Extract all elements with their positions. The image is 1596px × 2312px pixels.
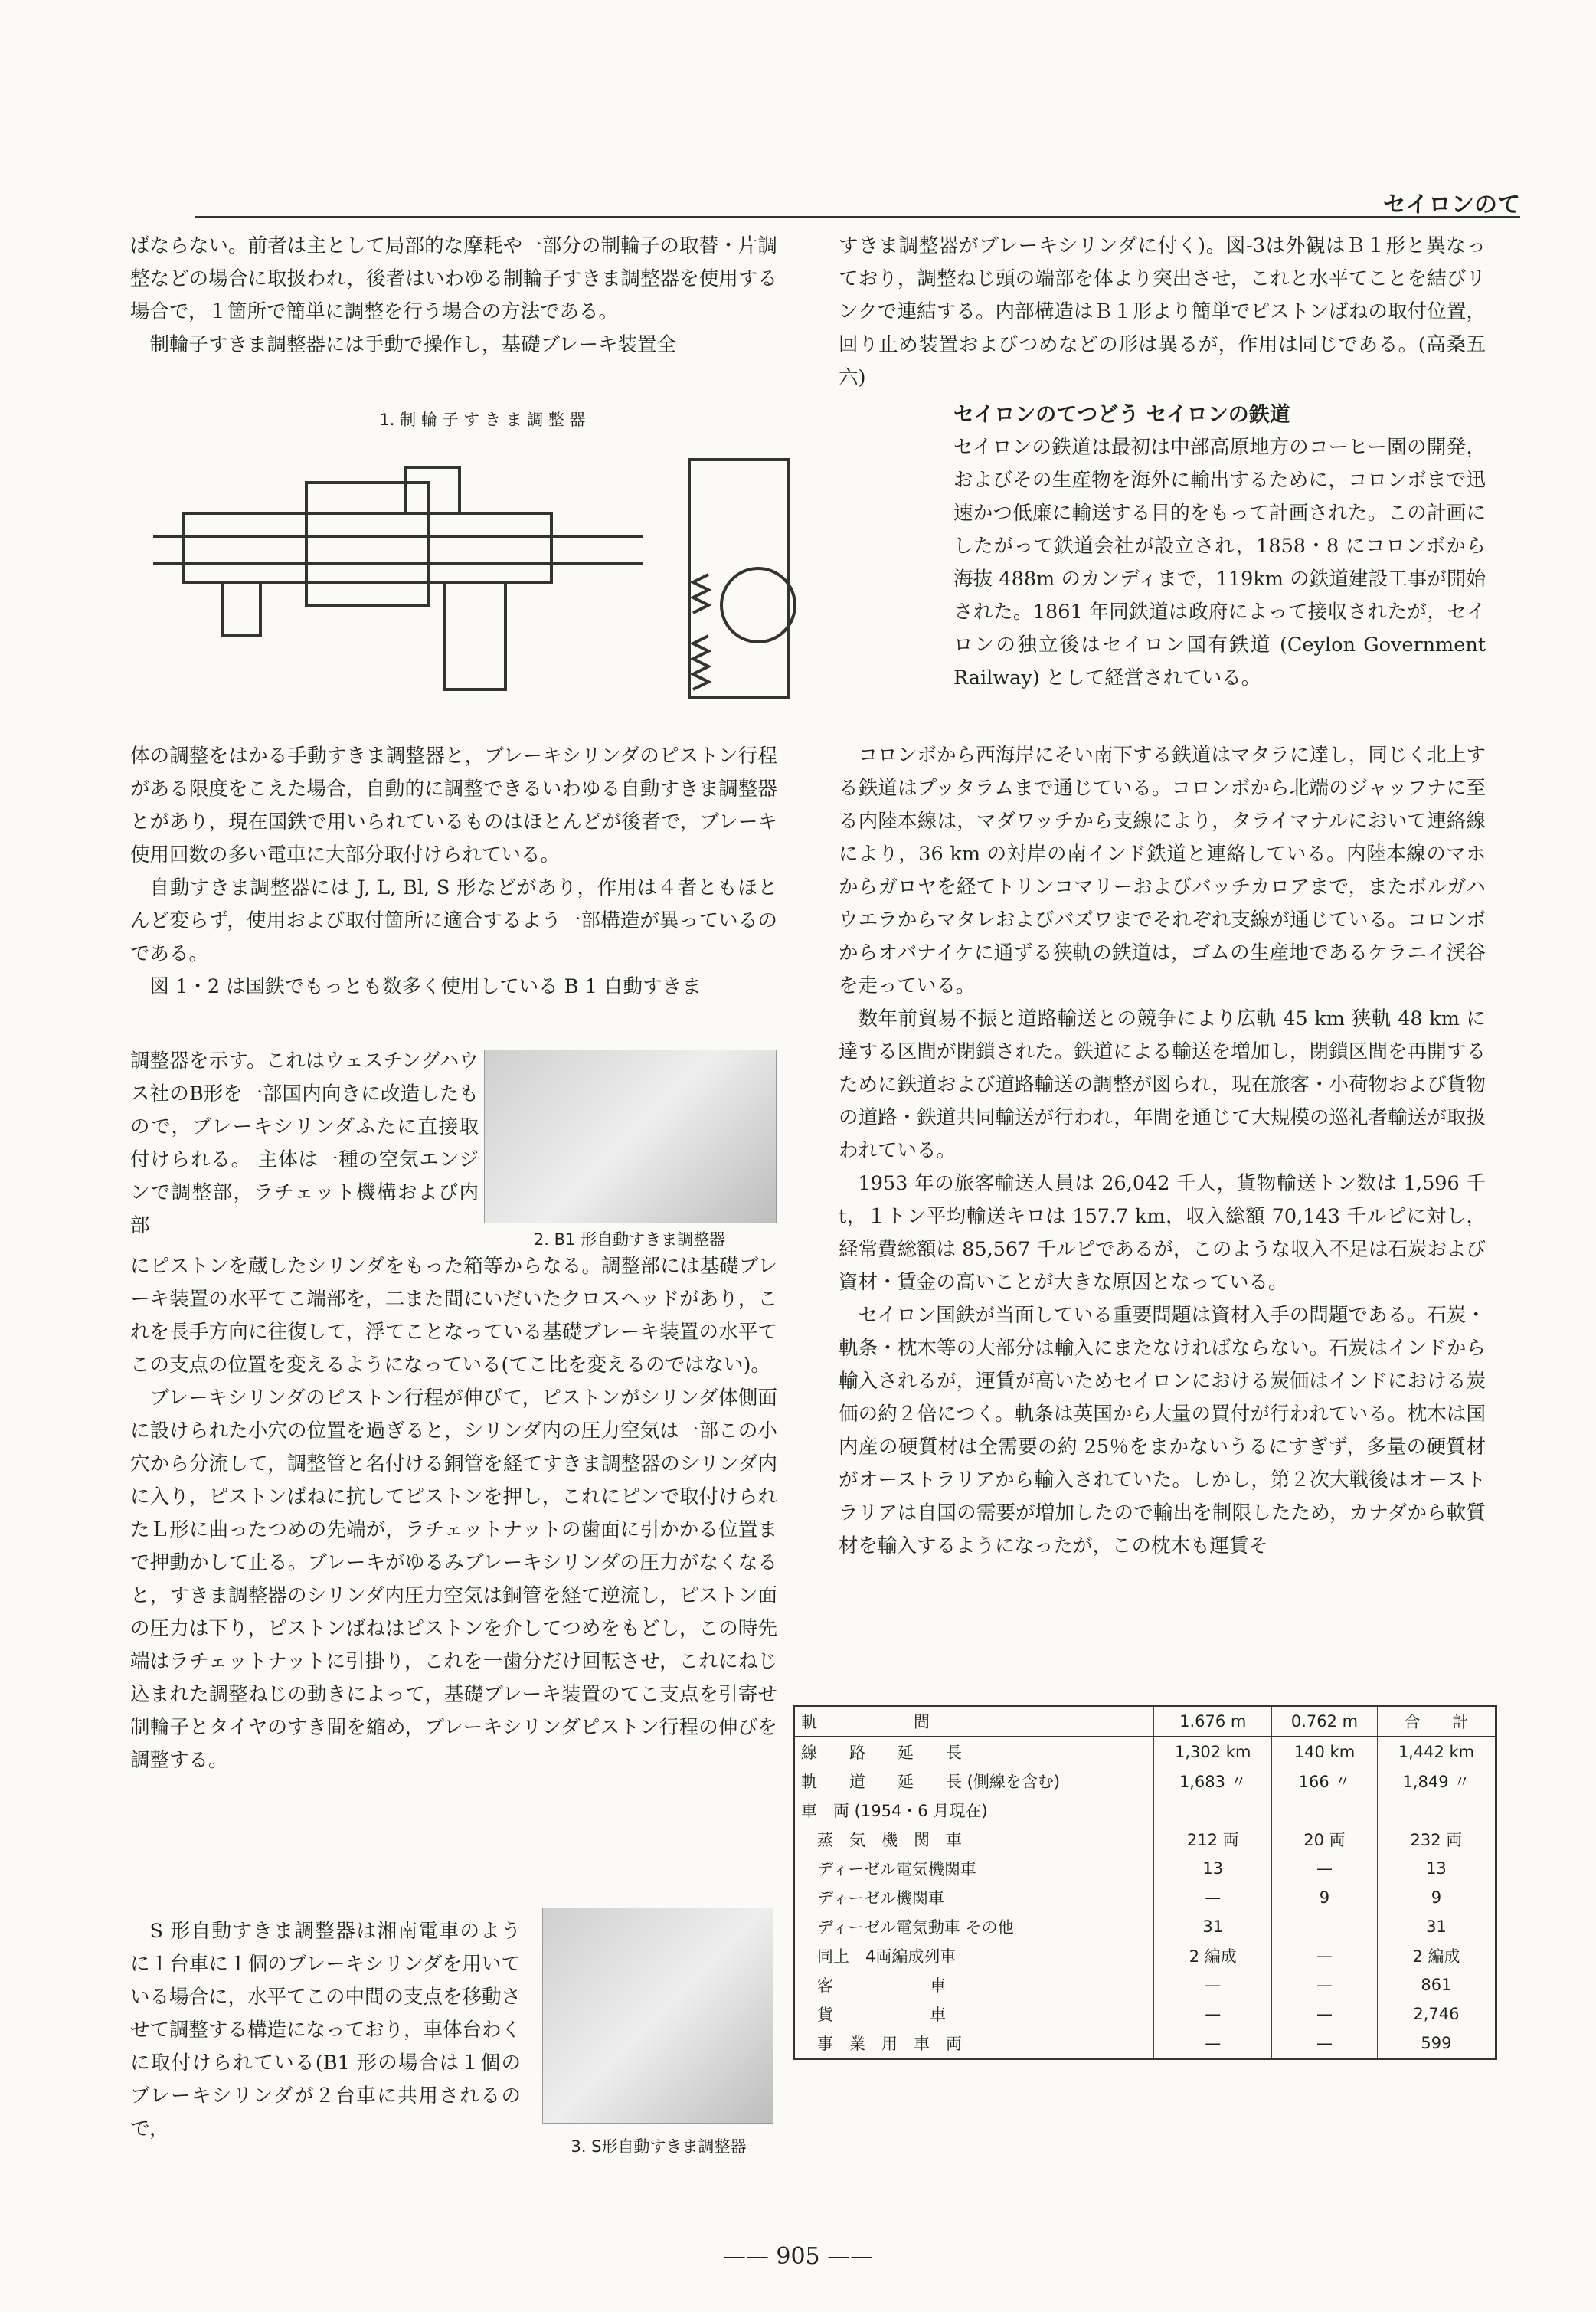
paragraph: 制輪子すきま調整器には手動で操作し，基礎ブレーキ装置全	[149, 333, 676, 356]
table-cell: 1,683 〃	[1154, 1767, 1272, 1796]
table-cell: 212 両	[1154, 1825, 1272, 1854]
paragraph: コロンボから西海岸にそい南下する鉄道はマタラに達し，同じく北上する鉄道はプッタラムまで通じている。コロンボから北端のジャッフナに至る内陸本線は，マダワッチから支線により，タライマナルにおいて連絡線により，36 km の対岸の南インド鉄道と連絡している。内陸本線のマホからガロヤを経てトリンコマリーおよびバッチカロアまで，またボルガハウエラからマタレおよびバズワまでそれぞれ支線が通じている。コロンボからオバナイケに通ずる狭軌の鉄道は，ゴムの生産地であるケラニイ渓谷を走っている。	[839, 744, 1486, 997]
table-row	[794, 1737, 1496, 1767]
paragraph: 調整器を示す。これはウェスチングハウス社のB形を一部国内向きに改造したもので，ブレーキシリンダふたに直接取付けられる。 主体は一種の空気エンジンで調整部，ラチェット機構および内部	[130, 1050, 479, 1237]
table-cell: 線 路 延 長	[801, 1744, 962, 1762]
table-cell: 2 編成	[1154, 1941, 1272, 1970]
table-row	[794, 1796, 1496, 1825]
table-cell: 599	[1377, 2029, 1496, 2059]
right-col-top	[839, 230, 1486, 395]
table-cell: —	[1272, 1854, 1378, 1883]
table-header: 軌 間	[794, 1706, 1154, 1737]
table-cell: 31	[1154, 1912, 1272, 1941]
paragraph: セイロン国鉄が当面している重要問題は資材入手の問題である。石炭・軌条・枕木等の大部分は輸入にまたなければならない。石炭はインドから輸入されるが，運賃が高いためセイロンにおける炭価はインドにおける炭価の約２倍につく。軌条は英国から大量の買付が行われている。枕木は国内産の硬質材は全需要の約 25％をまかないうるにすぎず，多量の硬質材がオーストラリアから輸入されていた。しかし，第２次大戦後はオーストラリアは自国の需要が増加したので輸出を制限したため，カナダから軟質材を輸入するようになったが，この枕木も運賃そ	[839, 1304, 1486, 1557]
table-cell: ディーゼル機関車	[801, 1889, 944, 1908]
table-cell: 軌 道 延 長 (側線を含む)	[801, 1773, 1061, 1791]
table-cell: 13	[1154, 1854, 1272, 1883]
table-header-row	[794, 1706, 1496, 1737]
left-col-mid	[130, 740, 777, 1004]
table-row	[794, 1767, 1496, 1796]
paragraph: 自動すきま調整器には J, L, Bl, S 形などがあり，作用は４者ともほとんど変らず，使用および取付箇所に適合するよう一部構造が異っているのである。	[130, 876, 777, 965]
table-cell: 1,442 km	[1377, 1737, 1496, 1767]
table-cell	[1377, 1796, 1496, 1825]
figure-1-caption: 1. 制 輪 子 す き ま 調 整 器	[379, 411, 586, 429]
table-cell	[1272, 1796, 1378, 1825]
table-row	[794, 1883, 1496, 1912]
table-cell: 車 両 (1954・6 月現在)	[801, 1802, 988, 1820]
page-number: —— 905 ——	[722, 2243, 874, 2270]
table-cell: 2,746	[1377, 1999, 1496, 2029]
paragraph: にピストンを蔵したシリンダをもった箱等からなる。調整部には基礎ブレーキ装置の水平てこ端部を，二また間にいだいたクロスヘッドがあり，これを長手方向に往復して，浮てことなっている基礎ブレーキ装置の水平てこの支点の位置を変えるようになっている(てこ比を変えるのではない)。	[130, 1255, 777, 1377]
left-col-lower	[130, 1250, 777, 1777]
table-row	[794, 2029, 1496, 2059]
table-cell: 13	[1377, 1854, 1496, 1883]
table-header: 合 計	[1377, 1706, 1496, 1737]
table-cell: 9	[1272, 1883, 1378, 1912]
table-cell: 同上 4両編成列車	[801, 1947, 957, 1966]
table-header: 0.762 m	[1272, 1706, 1378, 1737]
table-cell: 31	[1377, 1912, 1496, 1941]
table-cell: —	[1272, 1970, 1378, 1999]
table-cell: 1,849 〃	[1377, 1767, 1496, 1796]
paragraph: ばならない。前者は主として局部的な摩耗や一部分の制輪子の取替・片調整などの場合に取扱われ，後者はいわゆる制輪子すきま調整器を使用する場合で，１箇所で簡単に調整を行う場合の方法である。	[130, 234, 777, 323]
paragraph: すきま調整器がブレーキシリンダに付く)。図-3は外観はＢ１形と異なっており，調整ねじ頭の端部を体より突出させ，これと水平てことを結びリンクで連結する。内部構造はＢ１形より簡単でピストンばねの取付位置，回り止め装置およびつめなどの形は異るが，作用は同じである。(高桑五六)	[839, 234, 1486, 389]
table-row	[794, 1941, 1496, 1970]
table-cell: —	[1154, 2029, 1272, 2059]
table-cell	[1272, 1912, 1378, 1941]
table-cell: 9	[1377, 1883, 1496, 1912]
figure-2-photo	[484, 1050, 777, 1223]
header-title: セイロンのて	[1382, 192, 1520, 218]
table-cell: 事 業 用 車 両	[801, 2035, 962, 2053]
table-cell: 20 両	[1272, 1825, 1378, 1854]
table-header: 1.676 m	[1154, 1706, 1272, 1737]
table-row	[794, 1825, 1496, 1854]
figure-3-photo	[542, 1908, 773, 2124]
right-col-ceylon-intro	[953, 431, 1486, 695]
paragraph: ブレーキシリンダのピストン行程が伸びて，ピストンがシリンダ体側面に設けられた小穴の位置を過ぎると，シリンダ内の圧力空気は一部この小穴から分流して，調整管と名付ける銅管を経てすきま調整器のシリンダ内に入り，ピストンばねに抗してピストンを押し，これにピンで取付けられたＬ形に曲ったつめの先端が，ラチェットナットの歯面に引かかる位置まで押動かして止る。ブレーキがゆるみブレーキシリンダの圧力がなくなると，すきま調整器のシリンダ内圧力空気は銅管を経て逆流し，ピストン面の圧力は下り，ピストンばねはピストンを介してつめをもどし，この時先端はラチェットナットに引掛り，これを一歯分だけ回転させ，これにねじ込まれた調整ねじの動きによって，基礎ブレーキ装置のてこ支点を引寄せ制輪子とタイヤのすき間を縮め，ブレーキシリンダピストン行程の伸びを調整する。	[130, 1387, 777, 1772]
ceylon-railway-table	[793, 1705, 1497, 2060]
table-cell: —	[1272, 1941, 1378, 1970]
left-col-top	[130, 230, 777, 362]
paragraph: 体の調整をはかる手動すきま調整器と，ブレーキシリンダのピストン行程がある限度をこえた場合，自動的に調整できるいわゆる自動すきま調整器とがあり，現在国鉄で用いられているものはほとんどが後者で，ブレーキ使用回数の多い電車に大部分取付けられている。	[130, 745, 777, 866]
figure-2-caption: 2. B1 形自動すきま調整器	[533, 1230, 726, 1249]
left-narrow-text-2	[130, 1915, 521, 2146]
table-cell: —	[1154, 1999, 1272, 2029]
table-cell: 客 車	[801, 1976, 946, 1995]
table-cell: —	[1272, 2029, 1378, 2059]
table-cell: 861	[1377, 1970, 1496, 1999]
paragraph: S 形自動すきま調整器は湘南電車のように１台車に１個のブレーキシリンダを用いている場合に，水平てこの中間の支点を移動させて調整する構造になっており，車体台わくに取付けられている(B1 形の場合は１個のブレーキシリンダが２台車に共用されるので，	[130, 1920, 522, 2140]
table-cell: 貨 車	[801, 2006, 946, 2024]
paragraph: 1953 年の旅客輸送人員は 26,042 千人，貨物輸送トン数は 1,596 千 t，１トン平均輸送キロは 157.7 km，収入総額 70,143 千ルピに対し，経常費総額は 85,567 千ルピであるが，このような収入不足は石炭および資材・賃金の高いことが大きな原因となっている。	[839, 1172, 1486, 1294]
table-row	[794, 1999, 1496, 2029]
table-cell: —	[1154, 1883, 1272, 1912]
table-cell: 蒸 気 機 関 車	[801, 1831, 962, 1849]
table-cell: 1,302 km	[1154, 1737, 1272, 1767]
figure-1-diagram	[153, 437, 842, 712]
figure-3-caption: 3. S形自動すきま調整器	[571, 2137, 747, 2156]
right-col-body	[839, 739, 1486, 1563]
table-cell	[1154, 1796, 1272, 1825]
table-cell: ディーゼル電気機関車	[801, 1860, 976, 1878]
table-row	[794, 1912, 1496, 1941]
section-heading: セイロンのてつどう セイロンの鉄道	[953, 403, 1290, 427]
table-cell: —	[1272, 1999, 1378, 2029]
table-row	[794, 1970, 1496, 1999]
table-row	[794, 1854, 1496, 1883]
table-cell: 166 〃	[1272, 1767, 1378, 1796]
table-cell: 2 編成	[1377, 1941, 1496, 1970]
table-cell: ディーゼル電気動車 その他	[801, 1918, 1014, 1937]
paragraph: 図 1・2 は国鉄でもっとも数多く使用している B 1 自動すきま	[149, 975, 702, 998]
table-cell: 232 両	[1377, 1825, 1496, 1854]
paragraph: セイロンの鉄道は最初は中部高原地方のコーヒー園の開発，およびその生産物を海外に輸出するために，コロンボまで迅速かつ低廉に輸送する目的をもって計画された。この計画にしたがって鉄道会社が設立され，1858・8 にコロンボから海抜 488m のカンディまで，119km の鉄道建設工事が開始された。1861 年同鉄道は政府によって接収されたが，セイロンの独立後はセイロン国有鉄道 (Ceylon Government Railway) として経営されている。	[953, 436, 1486, 689]
table-cell: —	[1154, 1970, 1272, 1999]
paragraph: 数年前貿易不振と道路輸送との競争により広軌 45 km 狭軌 48 km に達する区間が閉鎖された。鉄道による輸送を増加し，閉鎖区間を再開するために鉄道および道路輸送の調整が図られ，現在旅客・小荷物および貨物の道路・鉄道共同輸送が行われ，年間を通じて大規模の巡礼者輸送が取扱われている。	[839, 1007, 1486, 1162]
left-narrow-text-1	[130, 1045, 479, 1243]
running-header	[195, 185, 1520, 218]
table-cell: 140 km	[1272, 1737, 1378, 1767]
